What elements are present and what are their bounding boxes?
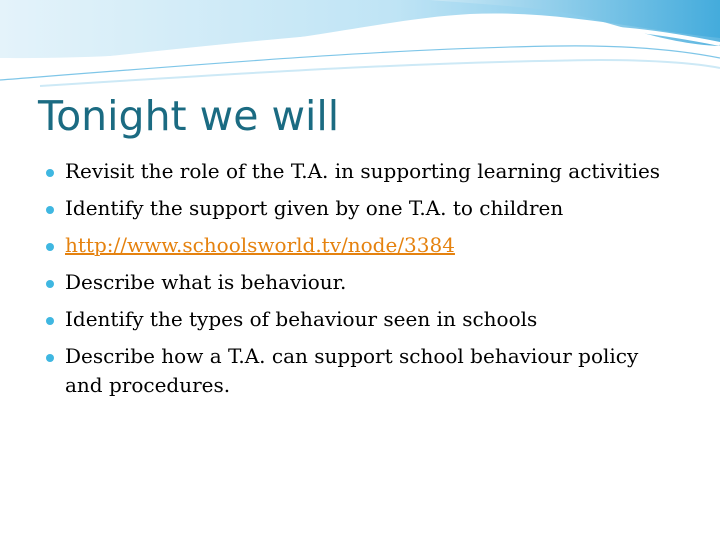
bullet-item [46,231,676,260]
bullet-dot-icon [46,280,54,288]
bullet-list [46,157,676,408]
bullet-item [46,342,676,400]
bullet-dot-icon [46,243,54,251]
bullet-text: Revisit the role of the T.A. in supporting learning activities [65,159,661,183]
header-wave-decoration [0,0,720,90]
bullet-item [46,268,676,297]
bullet-text: Identify the types of behaviour seen in schools [65,307,538,331]
schoolsworld-link[interactable]: http://www.schoolsworld.tv/node/3384 [65,233,455,257]
bullet-item [46,157,676,186]
bullet-dot-icon [46,206,54,214]
bullet-dot-icon [46,169,54,177]
bullet-text: Identify the support given by one T.A. to children [65,196,564,220]
bullet-item [46,194,676,223]
bullet-text: Describe what is behaviour. [65,270,347,294]
bullet-text: Describe how a T.A. can support school behaviour policy and procedures. [65,344,639,397]
slide-title: Tonight we will [38,92,340,140]
bullet-dot-icon [46,354,54,362]
bullet-dot-icon [46,317,54,325]
wave-swoosh-faint [40,60,720,86]
bullet-item [46,305,676,334]
